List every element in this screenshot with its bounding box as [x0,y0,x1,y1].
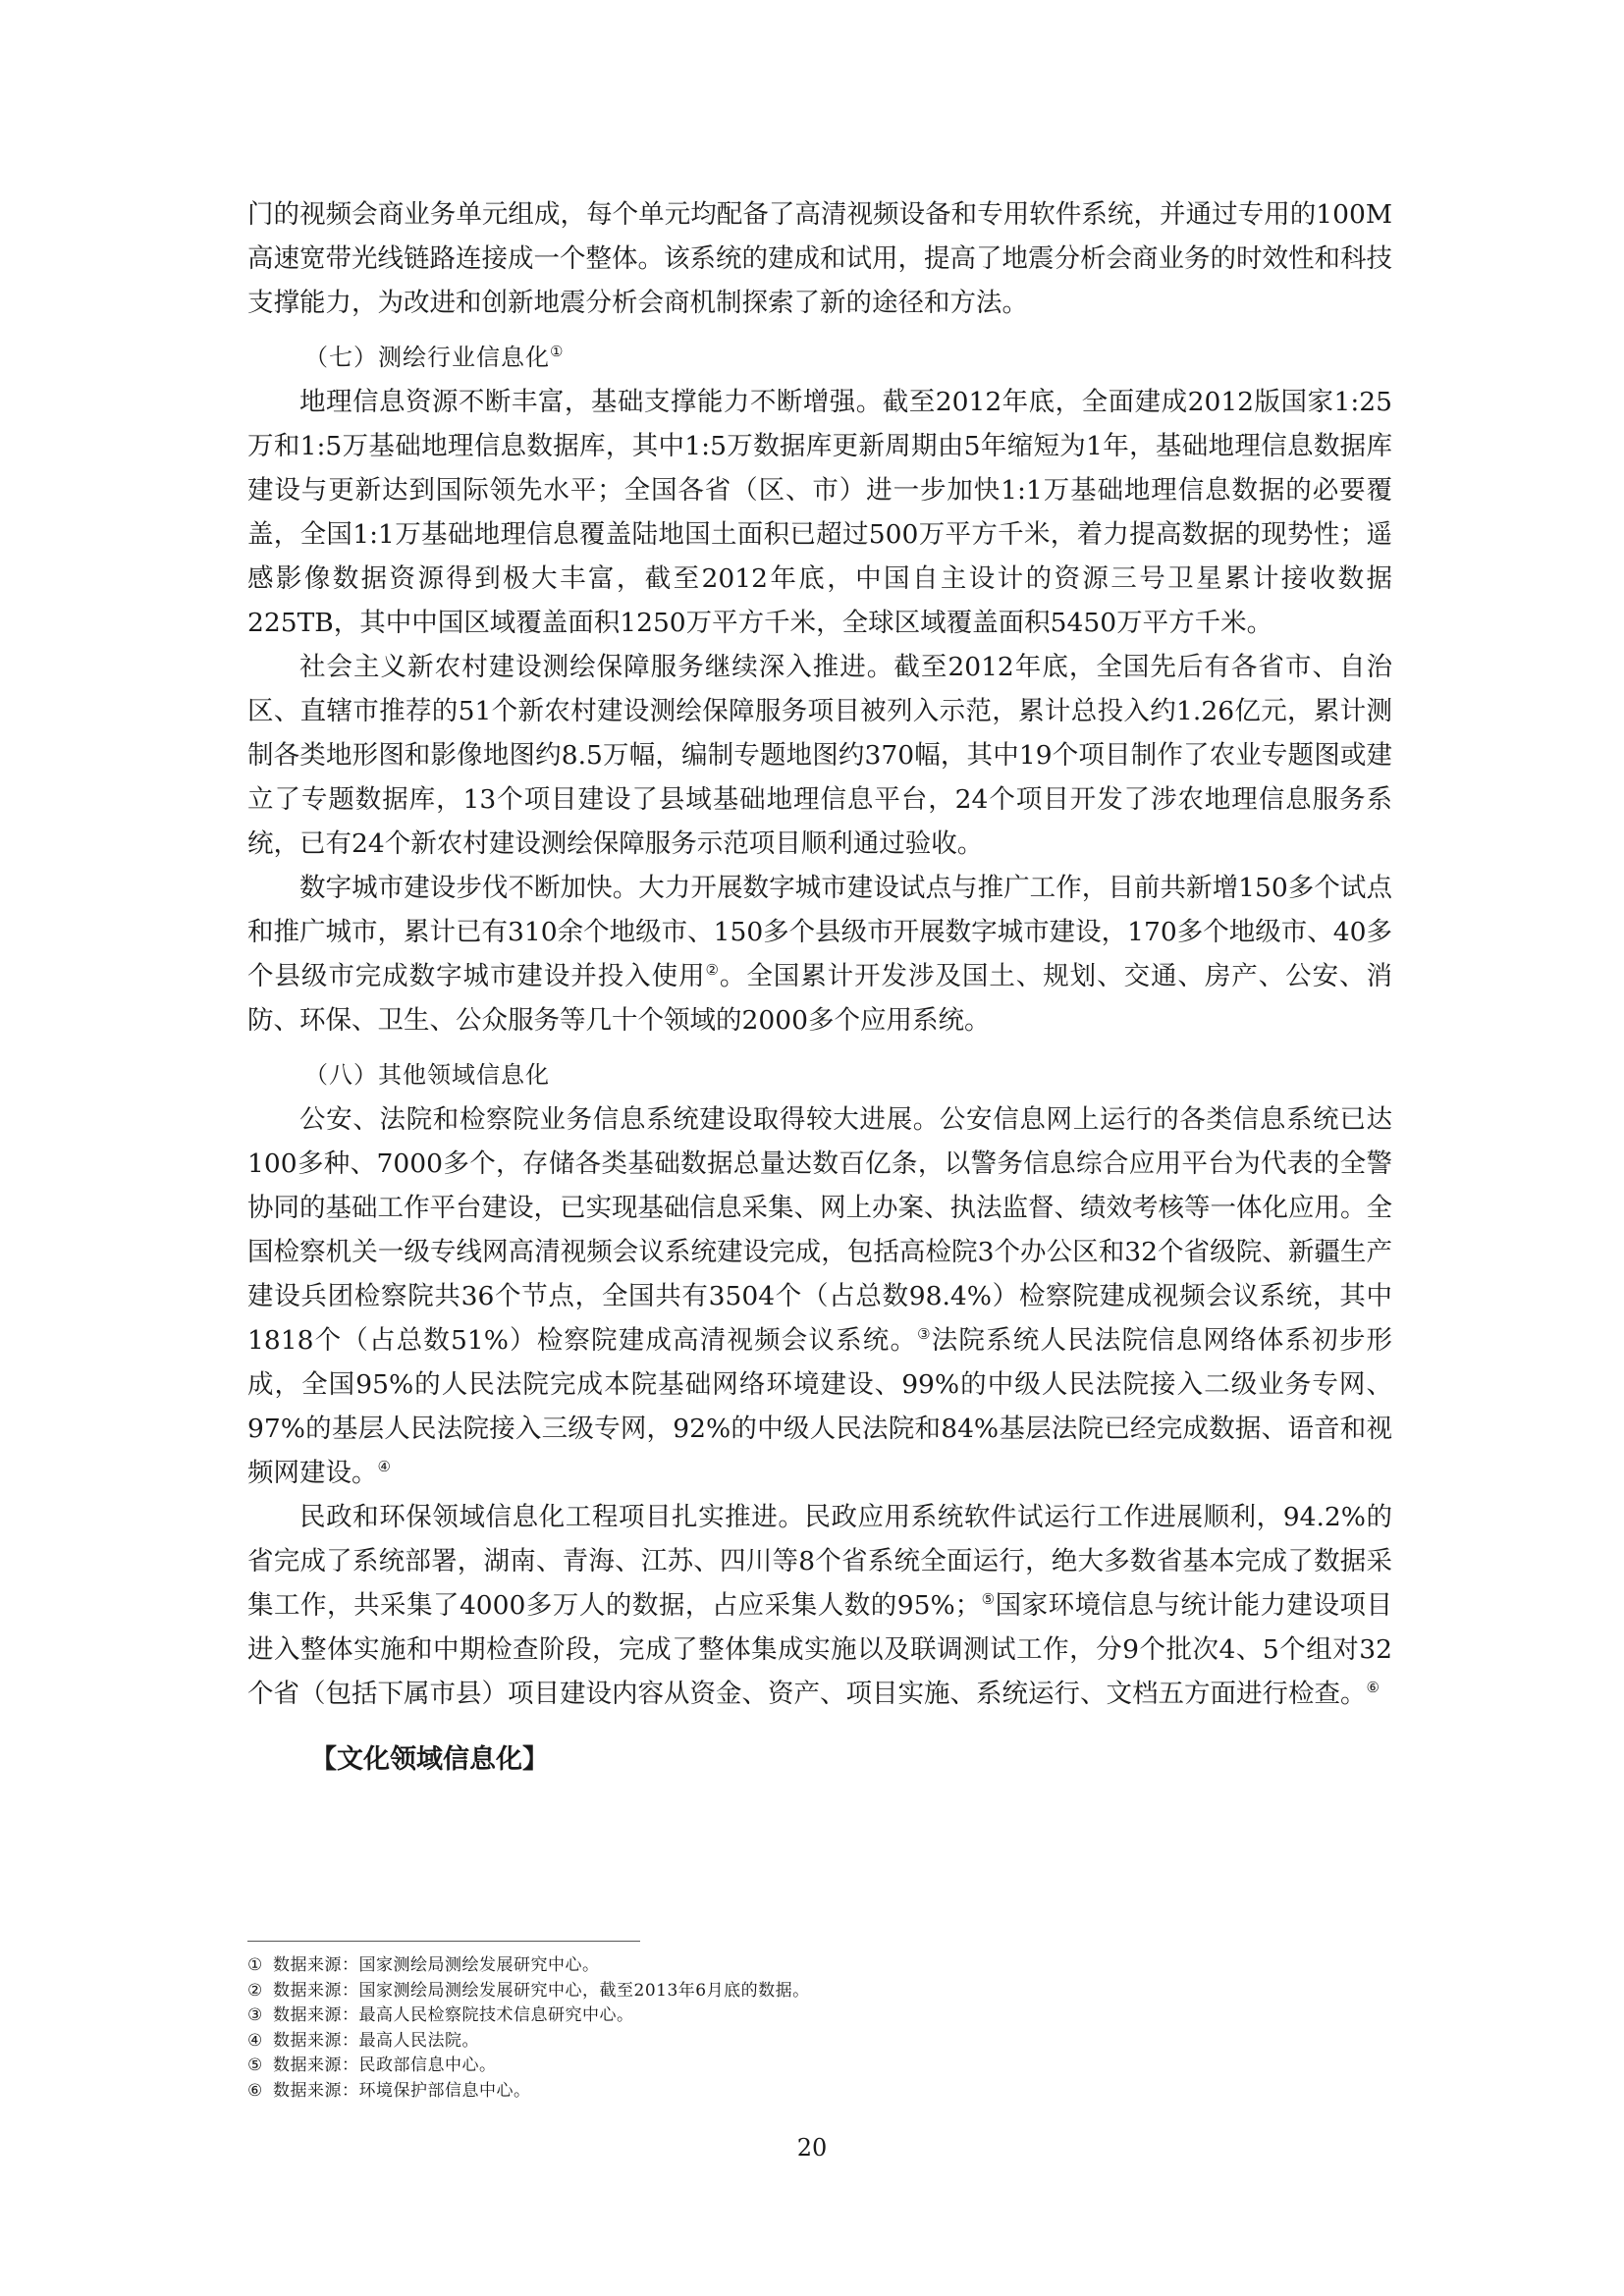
footnote-ref-6[interactable]: ⑥ [1366,1679,1380,1697]
footnote-item [247,2003,1392,2029]
paragraph-geo-resources: 地理信息资源不断丰富，基础支撑能力不断增强。截至2012年底，全面建成2012版国家1:25万和1:5万基础地理信息数据库，其中1:5万数据库更新周期由5年缩短为1年，基础地理信息数据库建设与更新达到国际领先水平；全国各省（区、市）进一步加快1:1万基础地理信息数据的必要覆盖，全国1:1万基础地理信息覆盖陆地国土面积已超过500万平方千米，着力提高数据的现势性；遥感影像数据资源得到极大丰富，截至2012年底，中国自主设计的资源三号卫星累计接收数据225TB，其中中国区域覆盖面积1250万平方千米，全球区域覆盖面积5450万平方千米。 [247,387,1392,638]
footnote-ref-4[interactable]: ④ [377,1458,391,1476]
footnote-mark: ① [247,1955,263,1975]
footnote-item [247,1979,1392,2004]
text-segment: 民政和环保领域信息化工程项目扎实推进。民政应用系统软件试运行工作进展顺利，94.2%的省完成了系统部署，湖南、青海、江苏、四川等8个省系统全面运行，绝大多数省基本完成了数据采集工作，共采集了4000多万人的数据，占应采集人数的95%； [247,1502,1392,1621]
subheading-text: （七）测绘行业信息化 [304,344,550,371]
footnote-item [247,1953,1392,1979]
footnote-text: 数据来源：民政部信息中心。 [273,2056,497,2075]
subheading-surveying [247,336,1392,380]
footnote-mark: ③ [247,2005,263,2025]
text-segment: 。全国累计开发涉及国土、规划、交通、房产、公安、消防、环保、卫生、公众服务等几十个领域的2000多个应用系统。 [247,961,1393,1036]
footnote-mark: ④ [247,2030,263,2051]
footnote-text: 数据来源：环境保护部信息中心。 [273,2080,531,2101]
text-segment: 数字城市建设步伐不断加快。大力开展数字城市建设试点与推广工作，目前共新增150多个试点和推广城市，累计已有310余个地级市、150多个县级市开展数字城市建设，170多个地级市、40多个县级市完成数字城市建设并投入使用 [247,873,1392,991]
page-number: 20 [796,2134,828,2162]
body-text [247,192,1392,1782]
footnote-divider [247,1941,640,1942]
section-heading-culture: 【文化领域信息化】 [310,1744,549,1775]
footnote-mark: ⑥ [247,2080,263,2101]
footnote-ref-3[interactable]: ③ [917,1325,932,1344]
footnote-text: 数据来源：国家测绘局测绘发展研究中心。 [273,1955,600,1975]
footnote-ref-1[interactable]: ① [550,343,565,360]
footnote-ref-5[interactable]: ⑤ [981,1590,996,1609]
footnote-text: 数据来源：国家测绘局测绘发展研究中心，截至2013年6月底的数据。 [273,1980,810,2001]
subheading-other-fields: （八）其他领域信息化 [304,1061,550,1089]
text-segment: 国家环境信息与统计能力建设项目进入整体实施和中期检查阶段，完成了整体集成实施以及联调测试工作，分9个批次4、5个组对32个省（包括下属市县）项目建设内容从资金、资产、项目实施、系统运行、文档五方面进行检查。 [247,1590,1393,1709]
footnote-mark: ⑤ [247,2056,263,2075]
text-segment: 公安、法院和检察院业务信息系统建设取得较大进展。公安信息网上运行的各类信息系统已达100多种、7000多个，存储各类基础数据总量达数百亿条，以警务信息综合应用平台为代表的全警协同的基础工作平台建设，已实现基础信息采集、网上办案、执法监督、绩效考核等一体化应用。全国检察机关一级专线网高清视频会议系统建设完成，包括高检院3个办公区和32个省级院、新疆生产建设兵团检察院共36个节点，全国共有3504个（占总数98.4%）检察院建成视频会议系统，其中1818个（占总数51%）检察院建成高清视频会议系统。 [247,1104,1392,1356]
footnote-mark: ② [247,1980,263,2001]
paragraph-rural-mapping: 社会主义新农村建设测绘保障服务继续深入推进。截至2012年底，全国先后有各省市、自治区、直辖市推荐的51个新农村建设测绘保障服务项目被列入示范，累计总投入约1.26亿元，累计测制各类地形图和影像地图约8.5万幅，编制专题地图约370幅，其中19个项目制作了农业专题图或建立了专题数据库，13个项目建设了县域基础地理信息平台，24个项目开发了涉农地理信息服务系统，已有24个新农村建设测绘保障服务示范项目顺利通过验收。 [247,652,1392,859]
footnote-text: 数据来源：最高人民检察院技术信息研究中心。 [273,2005,634,2025]
footnote-item [247,2029,1392,2055]
footnote-text: 数据来源：最高人民法院。 [273,2030,479,2051]
paragraph-public-security-courts [247,1097,1392,1495]
paragraph-continuation: 门的视频会商业务单元组成，每个单元均配备了高清视频设备和专用软件系统，并通过专用的100M高速宽带光线链路连接成一个整体。该系统的建成和试用，提高了地震分析会商业务的时效性和科技支撑能力，为改进和创新地震分析会商机制探索了新的途径和方法。 [247,199,1392,318]
footnote-ref-2[interactable]: ② [705,961,720,980]
paragraph-digital-city [247,866,1392,1042]
footnote-item [247,2079,1392,2105]
paragraph-civil-affairs-environment [247,1495,1392,1716]
footnotes [247,1953,1392,2104]
text-segment: 法院系统人民法院信息网络体系初步形成，全国95%的人民法院完成本院基础网络环境建设、99%的中级人民法院接入二级业务专网、97%的基层人民法院接入三级专网，92%的中级人民法院和84%基层法院已经完成数据、语音和视频网建设。 [247,1325,1392,1488]
footnote-item [247,2054,1392,2079]
